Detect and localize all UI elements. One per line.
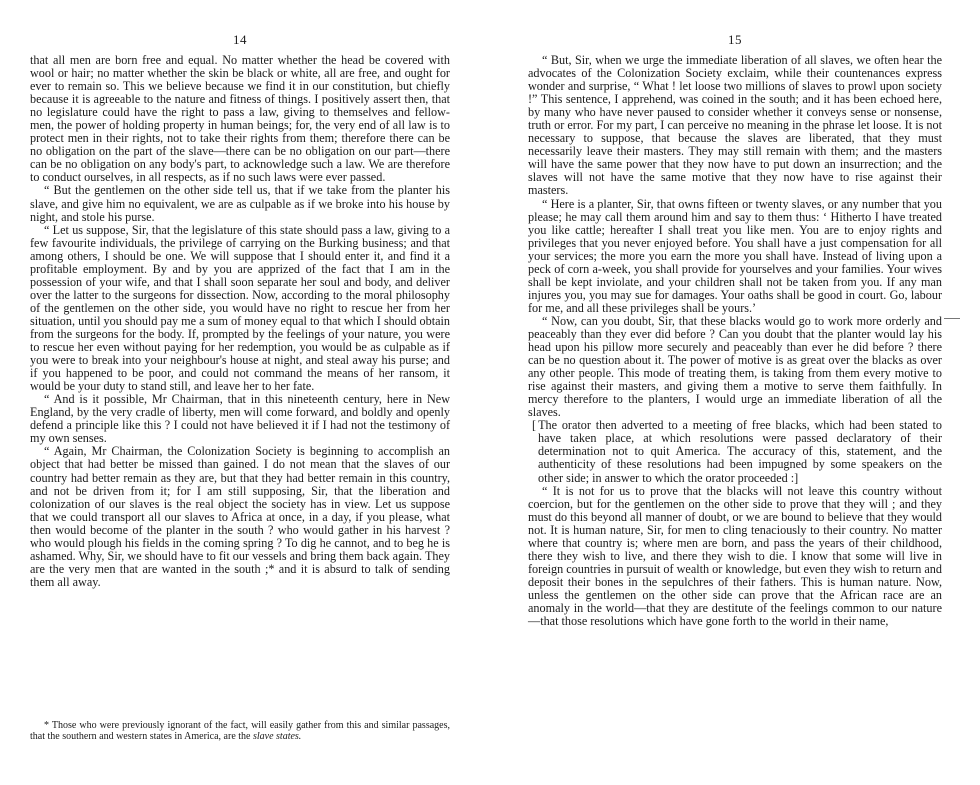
paragraph: that all men are born free and equal. No matter whether the head be covered with wool or hair; no matter whether the skin be black or white, all are free, and ought for ever to remain so. This we believe because we find it in our constitution, but chiefly because it is agreeable to the nature and fitness of things. I positively assert then, that no legislature could have the right to pass a law, giving to themselves and fellow-men, the power of holding property in human beings; for, the very end of all law is to protect men in their rights, not to take their rights from them; therefore there can be no obligation on the part of the slave—there can be no obligation on our part—there can be no obligation on any body's part, to acknowledge such a law. We are therefore to conduct ourselves, in all respects, as if no such laws were ever passed. [30, 53, 450, 185]
paragraph: “ But, Sir, when we urge the immediate liberation of all slaves, we often hear the advocates of the Colonization Society exclaim, while their countenances express wonder and surprise, “ What ! let loose two millions of slaves to prowl upon society !” This sentence, I apprehend, was coined in the south; and it has been echoed here, by many who have never paused to consider whether it conveys sense or nonsense, truth or error. For my part, I can perceive no meaning in the phrase let loose. It is not necessary to suppose, that because the slaves are liberated, that they must necessarily leave their masters. They may still remain with them; and the masters will have the same power that they now have to put down an insurrection; and the slaves will not have the same motive that they now have to rise against their masters. [528, 53, 942, 198]
paragraph: “ Let us suppose, Sir, that the legislature of this state should pass a law, giving to a few favourite individuals, the privilege of carrying on the Burking business; and that among others, I should be one. We will suppose that I should enter it, and find it a profitable employment. By and by you are apprized of the fact that I am in the possession of your wife, and that I shall soon separate her soul and body, and deliver over the latter to the surgeons for dissection. Now, according to the moral philosophy of the gentlemen on the other side, you would have no right to rescue her from her situation, until you should pay me a sum of money equal to that which I should obtain from the surgeons for the body. If, prompted by the feelings of your nature, you were to rescue her even without paying for her redemption, you would be as culpable as if you were to break into your neighbour's house at night, and steal away his purse; and if you happened to be poor, and could not command the means of her ransom, it would be your duty to stand still, and leave her to her fate. [30, 222, 450, 394]
paragraph: “ Here is a planter, Sir, that owns fifteen or twenty slaves, or any number that you please; he may call them around him and say to them thus: ‘ Hitherto I have treated you like cattle; hereafter I shall treat you like men. You are to enjoy rights and privileges that you never enjoyed before. You shall have a just compensation for all your services; the more you earn the more you shall have. Instead of living upon a peck of corn a-week, you shall provide for yourselves and your families. Your wives shall be kept inviolate, and your children shall not be taken from you. If any man injures you, you may sue for damages. Your oaths shall be good in court. Go, labour for me, and all these privileges shall be yours.’ [528, 196, 942, 315]
footnote-text: * Those who were previously ignorant of the fact, will easily gather from this and similar passages, that the southern and western states in America, are the [30, 720, 450, 742]
page-number-left: 14 [233, 32, 247, 47]
paragraph: “ But the gentlemen on the other side tell us, that if we take from the planter his slave, and give him no equivalent, we are as culpable as if we broke into his house by night, and stole his purse. [30, 183, 450, 224]
paragraph: “ It is not for us to prove that the blacks will not leave this country without coercion, but for the gentlemen on the other side to prove that they will ; and they must do this beyond all manner of doubt, or we are bound to believe that they would not. It is human nature, Sir, for men to cling tenaciously to their country. No matter where that country is; where men are born, and pass the years of their childhood, there they wish to live, and there they wish to die. I know that some will live in foreign countries in pursuit of wealth or knowledge, but even they wish to return and deposit their bones in the sepulchres of their fathers. This is human nature. Now, unless the gentlemen on the other side can prove that the African race are an anomaly in the world—that they are destitute of the feelings common to our nature—that those resolutions which have gone forth to the world in their name, [528, 483, 942, 629]
page-number-right: 15 [728, 32, 742, 47]
paragraph: “ And is it possible, Mr Chairman, that in this nineteenth century, here in New England, by the very cradle of liberty, men will come forward, and boldly and openly defend a principle like this ? I could not have believed it if I had not the testimony of my own senses. [30, 392, 450, 446]
bracketed-note: [ The orator then adverted to a meeting of free blacks, which had been stated to have taken place, at which resolutions were passed declaratory of their determination not to quit America. The accuracy of this, statement, and the authenticity of these resolutions had been impugned by some speakers on the other side; in answer to which the orator proceeded :] [528, 419, 942, 484]
right-page-body [528, 54, 942, 628]
margin-mark [944, 318, 960, 319]
footnote-italic: slave states. [252, 731, 302, 742]
footnote [30, 720, 450, 742]
paragraph: “ Now, can you doubt, Sir, that these blacks would go to work more orderly and peaceably than they ever did before ? Can you doubt that the planter would lay his head upon his pillow more securely and peaceably than ever he did before ? there can be no question about it. The power of motive is as great over the blacks as over any other people. This mode of treating them, is taking from them every motive to rise against their masters, and giving them a motive to serve them faithfully. In mercy therefore to the planters, I would urge an immediate liberation of all the slaves. [528, 313, 942, 420]
paragraph: “ Again, Mr Chairman, the Colonization Society is beginning to accomplish an object that had better be missed than gained. I do not mean that the slaves of our country had better remain as they are, but that they had better remain in this country, and not be driven from it; for I am still supposing, Sir, that the liberation and colonization of our slaves is the real object the society has in view. Let us suppose that we could transport all our slaves to Africa at once, in a day, if you please, what then would become of the planter in the south ? who would gather in his harvest ? who would plough his fields in the coming spring ? To dig he cannot, and to beg he is ashamed. Why, Sir, we should have to fit our vessels and bring them back again. They are the very men that are wanted in the south ;* and it is absurd to talk of sending them all away. [30, 444, 450, 589]
left-page [30, 0, 450, 785]
right-page [528, 0, 942, 785]
left-page-body [30, 54, 450, 589]
